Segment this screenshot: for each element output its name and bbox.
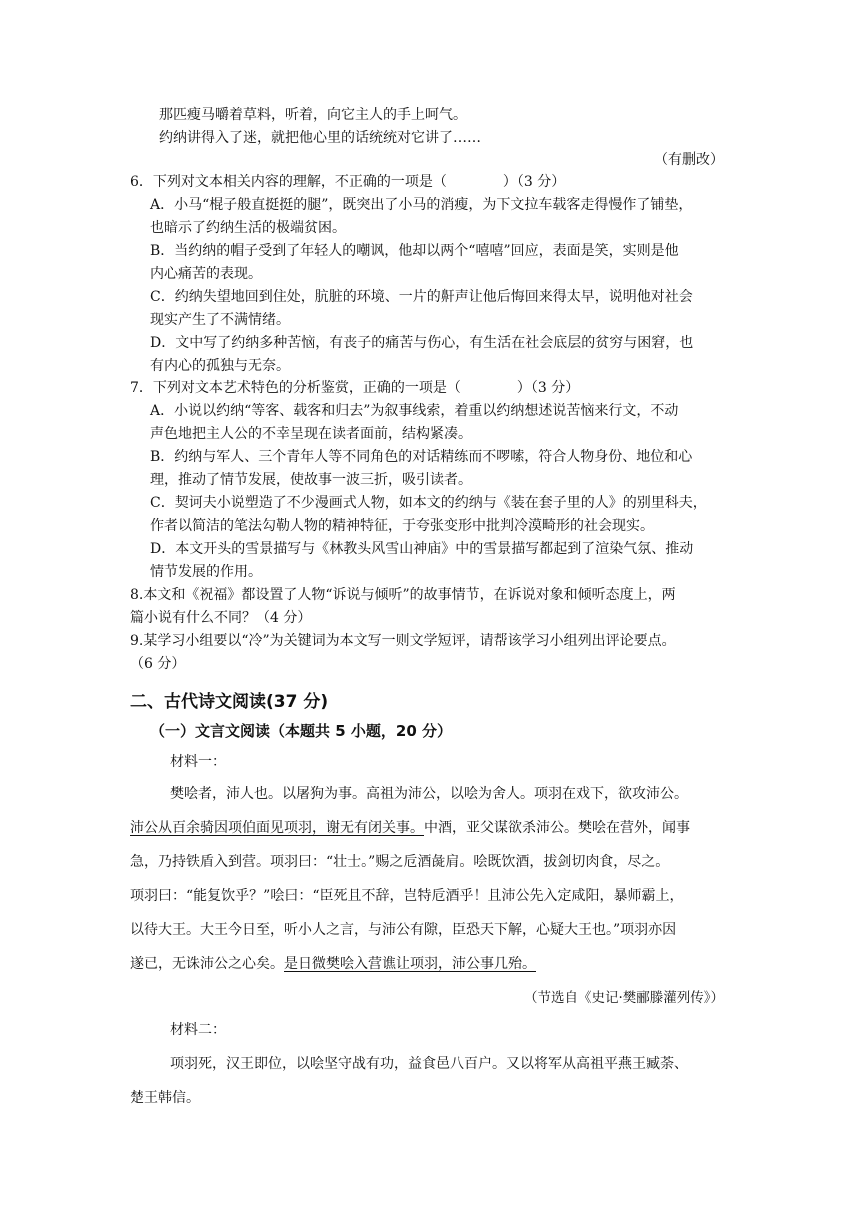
option-c-cont: 现实产生了不满情绪。 [150,312,290,328]
passage-line: 项羽死，汉王即位，以哙坚守战有功，益食邑八百户。又以将军从高祖平燕王臧荼、 [170,1056,688,1072]
question-stem: 8.本文和《祝福》都设置了人物“诉说与倾听”的故事情节，在诉说对象和倾听态度上，两 [130,587,676,603]
underlined-sentence: 沛公从百余骑因项伯面见项羽，谢无有闭关事。 [130,820,424,836]
option-d: D．文中写了约纳多种苦恼，有丧子的痛苦与伤心，有生活在社会底层的贫穷与困窘，也 [150,335,694,351]
question-stem-cont: 篇小说有什么不同？（4 分） [130,610,312,626]
option-b: B．当约纳的帽子受到了年轻人的嘲讽，他却以两个“嘻嘻”回应，表面是笑，实则是他 [150,243,679,259]
passage-line: 以待大王。大王今日至，听小人之言，与沛公有隙，臣恐天下解，心疑大王也。”项羽亦因 [130,922,677,938]
source-note: （有删改） [654,152,724,168]
passage-text: 中酒，亚父谋欲杀沛公。樊哙在营外，闻事 [424,820,690,836]
option-a: A．小马“棍子般直挺挺的腿”，既突出了小马的消瘦，为下文拉车载客走得慢作了铺垫， [150,197,693,213]
subsection-heading: （一）文言文阅读（本题共 5 小题，20 分） [150,722,452,740]
option-c: C．契诃夫小说塑造了不少漫画式人物，如本文的约纳与《装在套子里的人》的别里科夫， [150,495,707,511]
story-line: 那匹瘦马嚼着草料，听着，向它主人的手上呵气。 [159,107,467,123]
material-label: 材料二： [170,1022,226,1038]
question-stem: 9.某学习小组要以“冷”为关键词为本文写一则文学短评，请帮该学习小组列出评论要点。 [130,633,676,649]
option-a-cont: 声色地把主人公的不幸呈现在读者面前，结构紧凑。 [150,426,472,442]
passage-line: 楚王韩信。 [130,1090,200,1106]
section-heading: 二、古代诗文阅读(37 分) [130,692,329,712]
option-d-cont: 情节发展的作用。 [150,564,262,580]
underlined-sentence: 是日微樊哙入营谯让项羽，沛公事几殆。 [284,956,536,972]
option-b: B．约纳与军人、三个青年人等不同角色的对话精练而不啰嗦，符合人物身份、地位和心 [150,449,693,465]
option-d: D．本文开头的雪景描写与《林教头风雪山神庙》中的雪景描写都起到了渲染气氛、推动 [150,541,694,557]
passage-line: 樊哙者，沛人也。以屠狗为事。高祖为沛公，以哙为舍人。项羽在戏下，欲攻沛公。 [170,786,688,802]
question-stem: 7．下列对文本艺术特色的分析鉴赏，正确的一项是（ ）（3 分） [130,380,580,396]
passage-line: 急，乃持铁盾入到营。项羽曰：“壮士。”赐之卮酒彘肩。哙既饮酒，拔剑切肉食，尽之。 [130,854,670,870]
option-c-cont: 作者以简洁的笔法勾勒人物的精神特征，于夸张变形中批判冷漠畸形的社会现实。 [150,518,654,534]
question-stem-cont: （6 分） [130,656,186,672]
option-b-cont: 理，推动了情节发展，使故事一波三折，吸引读者。 [150,472,472,488]
passage-line [130,954,536,974]
material-label: 材料一： [170,754,226,770]
option-a: A．小说以约纳“等客、载客和归去”为叙事线索，着重以约纳想述说苦恼来行文，不动 [150,403,679,419]
story-line: 约纳讲得入了迷，就把他心里的话统统对它讲了…… [159,130,481,146]
passage-line [130,818,690,838]
option-d-cont: 有内心的孤独与无奈。 [150,358,290,374]
option-a-cont: 也暗示了约纳生活的极端贫困。 [150,220,346,236]
source-citation: （节选自《史记·樊郦滕灌列传》） [523,990,724,1006]
passage-text: 遂已，无诛沛公之心矣。 [130,956,284,972]
question-stem: 6．下列对文本相关内容的理解，不正确的一项是（ ）（3 分） [130,174,566,190]
passage-line: 项羽曰：“能复饮乎？”哙曰：“臣死且不辞，岂特卮酒乎！且沛公先入定咸阳，暴师霸上， [130,888,684,904]
option-b-cont: 内心痛苦的表现。 [150,266,262,282]
option-c: C．约纳失望地回到住处，肮脏的环境、一片的鼾声让他后悔回来得太早，说明他对社会 [150,289,693,305]
